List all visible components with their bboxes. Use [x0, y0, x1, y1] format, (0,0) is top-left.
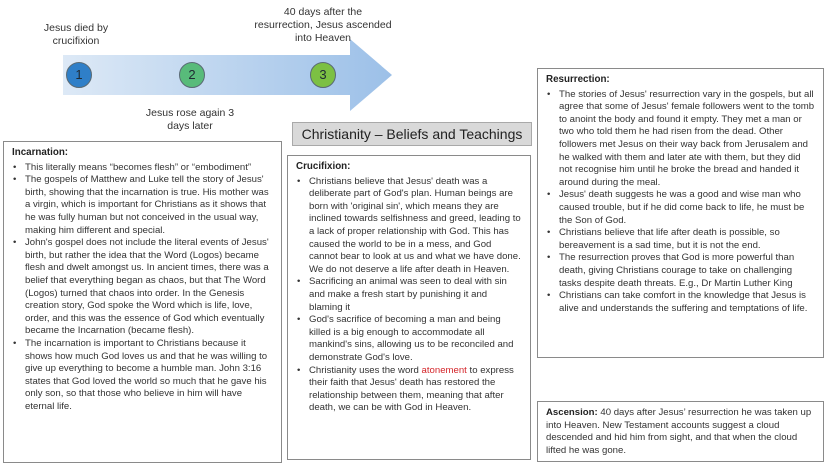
list-item: • Jesus' death suggests he was a good and wise man who caused trouble, but if he did come back to life, he must be the Son of God. [559, 189, 815, 227]
crucifixion-list [296, 176, 522, 415]
atonement-keyword: atonement [421, 364, 467, 376]
list-item: • John's gospel does not include the literal events of Jesus' birth, but rather the idea that the Word (Logos) became flesh and dwelt amongst us. In ancient times, there was a belief that everything began as chaos, but that The Word (Logos) turned that chaos into order. In the Genesis creation story, God spoke the Word which is life, love, order, and this was the essence of God which eventually became the Incarnation (became flesh). [25, 237, 273, 338]
list-item: • Christians believe that life after death is possible, so bereavement is a sad time, but it is not the end. [559, 227, 815, 252]
resurrection-heading: Resurrection: [546, 74, 610, 85]
list-item: • This literally means “becomes flesh” or “embodiment” [25, 162, 273, 175]
list-item: • Sacrificing an animal was seen to deal with sin and make a fresh start by punishing it and blaming it [309, 276, 522, 314]
crucifixion-heading: Crucifixion: [296, 161, 351, 172]
timeline-step-2: 2 [179, 62, 205, 88]
incarnation-heading: Incarnation: [12, 147, 69, 158]
timeline-caption-2: Jesus rose again 3 days later [145, 107, 235, 132]
incarnation-list [12, 162, 273, 414]
crucifixion-box [287, 155, 531, 460]
list-item: • God's sacrifice of becoming a man and being killed is a big enough to accommodate all mankind's sins, allowing us to be reconciled and demonstrate God's love. [309, 314, 522, 364]
timeline-step-1: 1 [66, 62, 92, 88]
list-item: • The gospels of Matthew and Luke tell the story of Jesus' birth, showing that the incarnation is true. His mother was a virgin, which is important for Christians as it shows that he was fully human but not conceived in the usual way, making him different and special. [25, 174, 273, 237]
resurrection-list [546, 89, 815, 316]
incarnation-box [3, 141, 282, 463]
timeline-step-3: 3 [310, 62, 336, 88]
atonement-text-after: to express their faith that Jesus' death has restored the relationship between them, meaning that after death, we can be with God in Heaven. [309, 364, 514, 414]
ascension-text: 40 days after Jesus’ resurrection he was taken up into Heaven. New Testament accounts suggest a cloud descended and hid him from sight, and that when the cloud lifted he was gone. [546, 407, 812, 456]
list-item: • The stories of Jesus' resurrection vary in the gospels, but all agree that some of Jesus' female followers went to the tomb to anoint the body and found it empty. They met a man or two who told them he had risen from the dead. Other followers met Jesus on their way back from Jerusalem and he walked with them and later ate with them, but they did not recognise him until he broke the bread and handed it around during the meal. [559, 89, 815, 190]
timeline-caption-3: 40 days after the resurrection, Jesus ascended into Heaven [254, 6, 392, 44]
ascension-heading: Ascension: [546, 407, 598, 418]
timeline-caption-1: Jesus died by crucifixion [43, 22, 109, 47]
list-item: • Christians can take comfort in the knowledge that Jesus is alive and understands the suffering and temptations of life. [559, 290, 815, 315]
ascension-box [537, 401, 824, 462]
list-item: • Christians believe that Jesus' death was a deliberate part of God's plan. Human beings are born with 'original sin', which means they are inclined towards selfishness and greed, leading to a lack of proper relationship with God. This has caused the world to be in a mess, and God cannot bear to look at us and what we have done. We do not deserve a life after death in Heaven. [309, 176, 522, 277]
list-item [309, 365, 522, 415]
atonement-text-before: Christianity uses the word [309, 364, 422, 376]
resurrection-box [537, 68, 824, 358]
page-title: Christianity – Beliefs and Teachings [292, 122, 532, 146]
list-item: • The incarnation is important to Christians because it shows how much God loves us and that he was willing to give up everything to become a humble man. John 3:16 states that God loved the world so much that he gave his only son, so that those who believe in him will have eternal life. [25, 338, 273, 414]
list-item: • The resurrection proves that God is more powerful than death, giving Christians courage to take on challenging tasks despite death threats. E.g., Dr Martin Luther King [559, 252, 815, 290]
